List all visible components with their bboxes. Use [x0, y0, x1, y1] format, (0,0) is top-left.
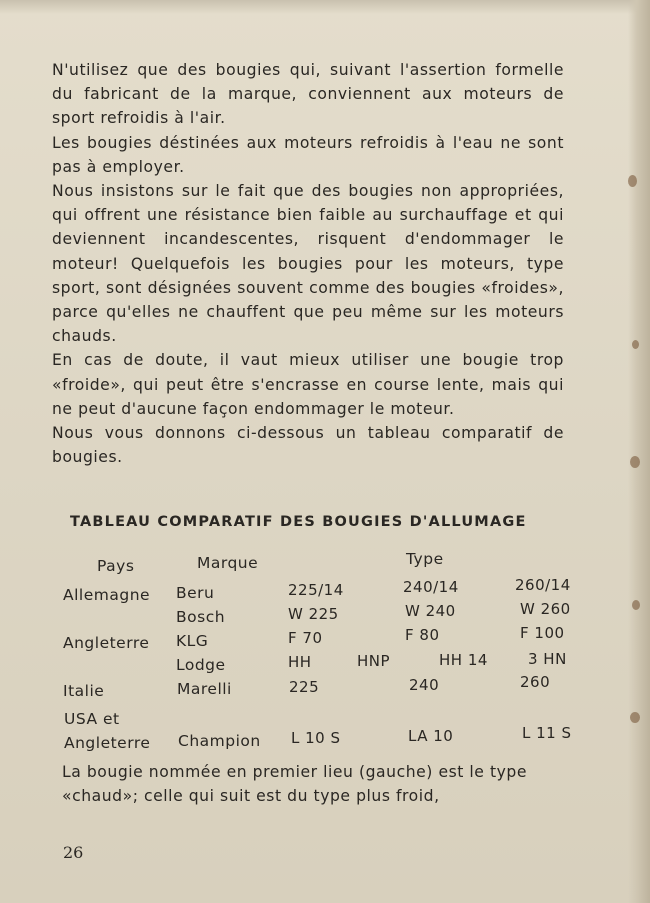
header-country: Pays — [97, 557, 135, 575]
row-value: F 70 — [288, 629, 323, 647]
paragraph: Nous vous donnons ci-dessous un tableau comparatif de bougies. — [52, 424, 564, 467]
row-value: F 80 — [405, 626, 440, 644]
row-brand: Beru — [176, 584, 215, 602]
rust-stain — [630, 456, 640, 468]
row-value: 240/14 — [403, 578, 459, 596]
row-value: 225 — [289, 678, 320, 696]
row-country: Allemagne — [63, 586, 151, 604]
row-brand: KLG — [176, 632, 209, 650]
row-value: L 10 S — [291, 729, 341, 747]
paragraph: Nous insistons sur le fait que des bougies non appropriées, qui offrent une résistance bien faible au surchauffage et qui deviennent incandescentes, risquent d'endommager le moteur! Quelquefois les bougies pour les moteurs, type sport, sont désignées souvent comme des bougies «froides», parce qu'elles ne chauffent que peu même sur les moteurs chauds. — [52, 182, 564, 346]
row-value: 240 — [409, 676, 440, 694]
table-title: TABLEAU COMPARATIF DES BOUGIES D'ALLUMAGE — [70, 514, 527, 530]
row-value: 260/14 — [515, 576, 571, 594]
header-type: Type — [406, 550, 444, 568]
row-value: 225/14 — [288, 581, 344, 599]
row-value: HH — [288, 653, 312, 671]
row-value: 3 HN — [528, 650, 567, 668]
page-top-shadow — [0, 0, 650, 14]
row-brand: Marelli — [177, 680, 232, 698]
rust-stain — [628, 175, 637, 187]
row-brand: Bosch — [176, 608, 226, 626]
row-country: Angleterre — [63, 634, 150, 652]
row-value: F 100 — [520, 624, 565, 642]
row-country: Angleterre — [64, 734, 151, 752]
row-value: W 240 — [405, 602, 456, 620]
row-value: HNP — [357, 652, 391, 670]
row-country: Italie — [63, 682, 105, 700]
row-brand: Lodge — [176, 656, 226, 674]
page-binding-edge — [628, 0, 650, 903]
rust-stain — [630, 712, 640, 723]
paragraph: Les bougies déstinées aux moteurs refroidis à l'eau ne sont pas à employer. — [52, 133, 564, 176]
paragraph: N'utilisez que des bougies qui, suivant l'assertion formelle du fabricant de la marque, conviennent aux moteurs de sport refroidis à l'air. — [52, 61, 564, 128]
header-brand: Marque — [197, 554, 259, 572]
closing-text — [62, 760, 572, 808]
row-value: L 11 S — [522, 724, 572, 742]
row-brand: Champion — [178, 732, 261, 750]
rust-stain — [632, 600, 640, 610]
row-value: LA 10 — [408, 727, 454, 745]
rust-stain — [632, 340, 639, 349]
paragraph: En cas de doute, il vaut mieux utiliser une bougie trop «froide», qui peut être s'encrasse en course lente, mais qui ne peut d'aucune façon endommager le moteur. — [52, 351, 564, 418]
row-value: 260 — [520, 673, 551, 691]
row-value: W 260 — [520, 600, 571, 618]
row-value: W 225 — [288, 605, 339, 623]
body-text — [52, 58, 564, 469]
row-country: USA et — [64, 710, 120, 728]
page-number: 26 — [63, 843, 84, 862]
row-value: HH 14 — [439, 651, 488, 669]
paragraph: La bougie nommée en premier lieu (gauche) est le type «chaud»; celle qui suit est du type plus froid, — [62, 763, 527, 806]
